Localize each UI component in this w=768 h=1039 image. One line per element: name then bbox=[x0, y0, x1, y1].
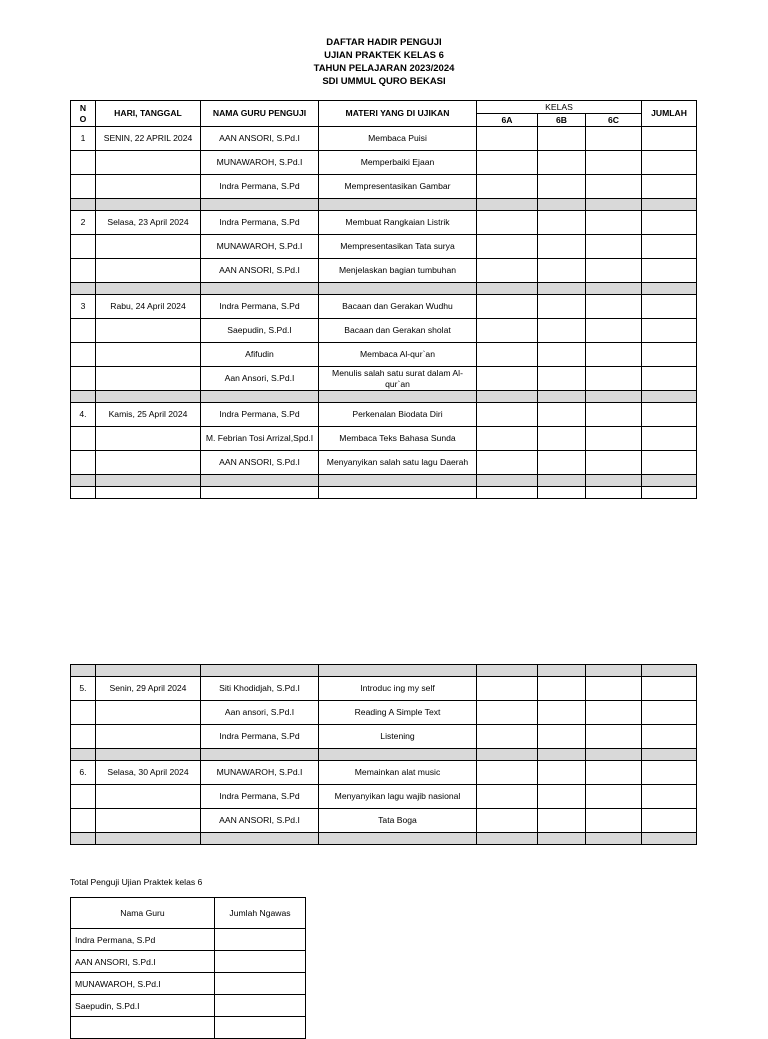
title-line: DAFTAR HADIR PENGUJI bbox=[326, 37, 442, 48]
row-day-date bbox=[96, 785, 201, 809]
table-row bbox=[71, 259, 697, 283]
empty-cell bbox=[642, 749, 697, 761]
row-teacher: M. Febrian Tosi Arrizal,Spd.I bbox=[201, 427, 319, 451]
table-row bbox=[71, 319, 697, 343]
class-6b-cell bbox=[538, 151, 586, 175]
table-row bbox=[71, 403, 697, 427]
row-day-date: Selasa, 30 April 2024 bbox=[96, 761, 201, 785]
total-cell bbox=[642, 151, 697, 175]
empty-cell bbox=[96, 283, 201, 295]
header-teacher: NAMA GURU PENGUJI bbox=[201, 101, 319, 127]
row-number bbox=[71, 319, 96, 343]
row-day-date bbox=[96, 451, 201, 475]
class-6a-cell bbox=[477, 151, 538, 175]
summary-row bbox=[71, 951, 306, 973]
empty-cell bbox=[201, 199, 319, 211]
empty-cell bbox=[319, 283, 477, 295]
empty-cell bbox=[319, 475, 477, 487]
class-6b-cell bbox=[538, 725, 586, 749]
class-6b-cell bbox=[538, 701, 586, 725]
row-subject: Introduc ing my self bbox=[319, 677, 477, 701]
class-6c-cell bbox=[586, 211, 642, 235]
class-6c-cell bbox=[586, 343, 642, 367]
separator-row bbox=[71, 283, 697, 295]
row-teacher: AAN ANSORI, S.Pd.I bbox=[201, 809, 319, 833]
empty-cell bbox=[642, 283, 697, 295]
empty-cell bbox=[477, 199, 538, 211]
empty-cell bbox=[71, 199, 96, 211]
class-6a-cell bbox=[477, 259, 538, 283]
empty-cell bbox=[642, 833, 697, 845]
empty-cell bbox=[71, 665, 96, 677]
row-teacher: Indra Permana, S.Pd bbox=[201, 295, 319, 319]
empty-cell bbox=[201, 665, 319, 677]
row-teacher: Indra Permana, S.Pd bbox=[201, 403, 319, 427]
summary-row bbox=[71, 1017, 306, 1039]
separator-row bbox=[71, 665, 697, 677]
class-6b-cell bbox=[538, 343, 586, 367]
row-teacher: MUNAWAROH, S.Pd.I bbox=[201, 761, 319, 785]
table-row bbox=[71, 785, 697, 809]
row-day-date: Selasa, 23 April 2024 bbox=[96, 211, 201, 235]
empty-cell bbox=[71, 487, 96, 499]
row-number: 1 bbox=[71, 127, 96, 151]
row-number bbox=[71, 343, 96, 367]
schedule-table-page1 bbox=[70, 100, 697, 499]
title-line: UJIAN PRAKTEK KELAS 6 bbox=[324, 50, 444, 61]
row-subject: Listening bbox=[319, 725, 477, 749]
class-6a-cell bbox=[477, 677, 538, 701]
table-row bbox=[71, 451, 697, 475]
empty-cell bbox=[201, 475, 319, 487]
class-6a-cell bbox=[477, 127, 538, 151]
empty-cell bbox=[71, 833, 96, 845]
total-cell bbox=[642, 785, 697, 809]
total-cell bbox=[642, 451, 697, 475]
row-day-date bbox=[96, 367, 201, 391]
row-number bbox=[71, 809, 96, 833]
empty-cell bbox=[96, 199, 201, 211]
class-6a-cell bbox=[477, 343, 538, 367]
summary-count-cell bbox=[215, 929, 306, 951]
empty-cell bbox=[201, 391, 319, 403]
schedule-table-page2 bbox=[70, 664, 697, 845]
class-6c-cell bbox=[586, 235, 642, 259]
empty-cell bbox=[319, 391, 477, 403]
empty-cell bbox=[71, 749, 96, 761]
empty-cell bbox=[586, 665, 642, 677]
empty-cell bbox=[642, 199, 697, 211]
row-subject: Membaca Teks Bahasa Sunda bbox=[319, 427, 477, 451]
class-6a-cell bbox=[477, 211, 538, 235]
summary-header-name: Nama Guru bbox=[71, 898, 215, 929]
class-6c-cell bbox=[586, 451, 642, 475]
row-teacher: AAN ANSORI, S.Pd.I bbox=[201, 127, 319, 151]
empty-cell bbox=[477, 475, 538, 487]
blank-row bbox=[71, 487, 697, 499]
row-number bbox=[71, 151, 96, 175]
row-teacher: Indra Permana, S.Pd bbox=[201, 175, 319, 199]
class-6b-cell bbox=[538, 127, 586, 151]
row-number bbox=[71, 701, 96, 725]
class-6a-cell bbox=[477, 725, 538, 749]
row-subject: Menyanyikan salah satu lagu Daerah bbox=[319, 451, 477, 475]
table-row bbox=[71, 235, 697, 259]
row-subject: Memainkan alat music bbox=[319, 761, 477, 785]
class-6c-cell bbox=[586, 367, 642, 391]
empty-cell bbox=[477, 749, 538, 761]
total-cell bbox=[642, 211, 697, 235]
header-subject: MATERI YANG DI UJIKAN bbox=[319, 101, 477, 127]
summary-header-count: Jumlah Ngawas bbox=[215, 898, 306, 929]
class-6b-cell bbox=[538, 785, 586, 809]
total-cell bbox=[642, 175, 697, 199]
summary-teacher-name: Saepudin, S.Pd.I bbox=[71, 995, 215, 1017]
summary-row bbox=[71, 973, 306, 995]
row-subject: Bacaan dan Gerakan sholat bbox=[319, 319, 477, 343]
class-6a-cell bbox=[477, 295, 538, 319]
class-6c-cell bbox=[586, 701, 642, 725]
class-6b-cell bbox=[538, 761, 586, 785]
empty-cell bbox=[477, 665, 538, 677]
separator-row bbox=[71, 475, 697, 487]
table-row bbox=[71, 343, 697, 367]
table-row bbox=[71, 677, 697, 701]
summary-count-cell bbox=[215, 1017, 306, 1039]
row-number bbox=[71, 785, 96, 809]
class-6c-cell bbox=[586, 677, 642, 701]
empty-cell bbox=[642, 665, 697, 677]
summary-teacher-name bbox=[71, 1017, 215, 1039]
row-number bbox=[71, 725, 96, 749]
empty-cell bbox=[538, 199, 586, 211]
empty-cell bbox=[642, 487, 697, 499]
total-cell bbox=[642, 677, 697, 701]
empty-cell bbox=[96, 391, 201, 403]
header-class: KELAS bbox=[477, 101, 642, 114]
empty-cell bbox=[538, 833, 586, 845]
row-teacher: Indra Permana, S.Pd bbox=[201, 725, 319, 749]
header-class-6a: 6A bbox=[477, 114, 538, 127]
empty-cell bbox=[201, 283, 319, 295]
summary-teacher-name: AAN ANSORI, S.Pd.I bbox=[71, 951, 215, 973]
row-day-date bbox=[96, 319, 201, 343]
empty-cell bbox=[319, 199, 477, 211]
row-day-date bbox=[96, 235, 201, 259]
table-row bbox=[71, 151, 697, 175]
empty-cell bbox=[477, 833, 538, 845]
class-6c-cell bbox=[586, 761, 642, 785]
total-cell bbox=[642, 259, 697, 283]
separator-row bbox=[71, 391, 697, 403]
summary-count-cell bbox=[215, 995, 306, 1017]
empty-cell bbox=[319, 665, 477, 677]
table-row bbox=[71, 211, 697, 235]
table-row bbox=[71, 427, 697, 451]
row-teacher: MUNAWAROH, S.Pd.I bbox=[201, 235, 319, 259]
row-day-date bbox=[96, 809, 201, 833]
empty-cell bbox=[319, 487, 477, 499]
empty-cell bbox=[538, 665, 586, 677]
table-row bbox=[71, 725, 697, 749]
class-6a-cell bbox=[477, 451, 538, 475]
summary-table bbox=[70, 897, 306, 1039]
row-teacher: Afifudin bbox=[201, 343, 319, 367]
separator-row bbox=[71, 749, 697, 761]
table-row bbox=[71, 761, 697, 785]
class-6c-cell bbox=[586, 259, 642, 283]
empty-cell bbox=[538, 283, 586, 295]
summary-teacher-name: MUNAWAROH, S.Pd.I bbox=[71, 973, 215, 995]
table-row bbox=[71, 701, 697, 725]
row-teacher: Aan ansori, S.Pd.I bbox=[201, 701, 319, 725]
row-day-date bbox=[96, 427, 201, 451]
row-number: 3 bbox=[71, 295, 96, 319]
row-number bbox=[71, 451, 96, 475]
empty-cell bbox=[201, 487, 319, 499]
document-title bbox=[0, 36, 768, 88]
row-teacher: MUNAWAROH, S.Pd.I bbox=[201, 151, 319, 175]
empty-cell bbox=[96, 833, 201, 845]
total-cell bbox=[642, 701, 697, 725]
empty-cell bbox=[71, 391, 96, 403]
row-subject: Reading A Simple Text bbox=[319, 701, 477, 725]
class-6a-cell bbox=[477, 367, 538, 391]
empty-cell bbox=[538, 391, 586, 403]
class-6c-cell bbox=[586, 151, 642, 175]
empty-cell bbox=[586, 475, 642, 487]
class-6a-cell bbox=[477, 809, 538, 833]
empty-cell bbox=[477, 283, 538, 295]
total-cell bbox=[642, 761, 697, 785]
row-number bbox=[71, 259, 96, 283]
empty-cell bbox=[642, 475, 697, 487]
row-subject: Bacaan dan Gerakan Wudhu bbox=[319, 295, 477, 319]
total-cell bbox=[642, 367, 697, 391]
row-day-date bbox=[96, 259, 201, 283]
row-subject: Membaca Puisi bbox=[319, 127, 477, 151]
row-number bbox=[71, 175, 96, 199]
table-row bbox=[71, 367, 697, 391]
summary-row bbox=[71, 929, 306, 951]
class-6b-cell bbox=[538, 809, 586, 833]
class-6a-cell bbox=[477, 319, 538, 343]
class-6c-cell bbox=[586, 809, 642, 833]
row-teacher: Siti Khodidjah, S.Pd.I bbox=[201, 677, 319, 701]
separator-row bbox=[71, 833, 697, 845]
summary-row bbox=[71, 995, 306, 1017]
empty-cell bbox=[642, 391, 697, 403]
row-teacher: AAN ANSORI, S.Pd.I bbox=[201, 451, 319, 475]
total-cell bbox=[642, 427, 697, 451]
title-line: SDI UMMUL QURO BEKASI bbox=[322, 76, 446, 87]
empty-cell bbox=[477, 391, 538, 403]
total-cell bbox=[642, 403, 697, 427]
row-subject: Menjelaskan bagian tumbuhan bbox=[319, 259, 477, 283]
class-6a-cell bbox=[477, 761, 538, 785]
row-number bbox=[71, 427, 96, 451]
total-cell bbox=[642, 319, 697, 343]
class-6c-cell bbox=[586, 427, 642, 451]
row-number: 2 bbox=[71, 211, 96, 235]
total-cell bbox=[642, 343, 697, 367]
total-cell bbox=[642, 809, 697, 833]
row-day-date: Senin, 29 April 2024 bbox=[96, 677, 201, 701]
empty-cell bbox=[538, 487, 586, 499]
class-6c-cell bbox=[586, 295, 642, 319]
row-day-date bbox=[96, 151, 201, 175]
class-6b-cell bbox=[538, 175, 586, 199]
row-subject: Membaca Al-qur`an bbox=[319, 343, 477, 367]
row-day-date bbox=[96, 343, 201, 367]
total-cell bbox=[642, 127, 697, 151]
summary-teacher-name: Indra Permana, S.Pd bbox=[71, 929, 215, 951]
header-class-6b: 6B bbox=[538, 114, 586, 127]
table-row bbox=[71, 175, 697, 199]
row-subject: Membuat Rangkaian Listrik bbox=[319, 211, 477, 235]
row-day-date bbox=[96, 725, 201, 749]
empty-cell bbox=[96, 475, 201, 487]
empty-cell bbox=[71, 283, 96, 295]
empty-cell bbox=[538, 749, 586, 761]
header-class-6c: 6C bbox=[586, 114, 642, 127]
class-6c-cell bbox=[586, 725, 642, 749]
table-row bbox=[71, 295, 697, 319]
empty-cell bbox=[201, 749, 319, 761]
row-teacher: Aan Ansori, S.Pd.I bbox=[201, 367, 319, 391]
total-cell bbox=[642, 295, 697, 319]
empty-cell bbox=[319, 749, 477, 761]
row-number: 5. bbox=[71, 677, 96, 701]
table-row bbox=[71, 809, 697, 833]
class-6c-cell bbox=[586, 403, 642, 427]
title-line: TAHUN PELAJARAN 2023/2024 bbox=[313, 63, 455, 74]
row-teacher: AAN ANSORI, S.Pd.I bbox=[201, 259, 319, 283]
row-number bbox=[71, 235, 96, 259]
empty-cell bbox=[586, 283, 642, 295]
class-6c-cell bbox=[586, 127, 642, 151]
separator-row bbox=[71, 199, 697, 211]
header-no: NO bbox=[71, 101, 96, 127]
empty-cell bbox=[96, 749, 201, 761]
row-teacher: Indra Permana, S.Pd bbox=[201, 211, 319, 235]
row-number bbox=[71, 367, 96, 391]
row-subject: Perkenalan Biodata Diri bbox=[319, 403, 477, 427]
class-6b-cell bbox=[538, 211, 586, 235]
summary-caption: Total Penguji Ujian Praktek kelas 6 bbox=[70, 877, 203, 887]
total-cell bbox=[642, 235, 697, 259]
empty-cell bbox=[586, 391, 642, 403]
class-6b-cell bbox=[538, 451, 586, 475]
row-day-date bbox=[96, 175, 201, 199]
row-number: 6. bbox=[71, 761, 96, 785]
class-6c-cell bbox=[586, 785, 642, 809]
class-6a-cell bbox=[477, 427, 538, 451]
row-number: 4. bbox=[71, 403, 96, 427]
class-6b-cell bbox=[538, 427, 586, 451]
summary-count-cell bbox=[215, 973, 306, 995]
class-6a-cell bbox=[477, 701, 538, 725]
empty-cell bbox=[586, 487, 642, 499]
empty-cell bbox=[201, 833, 319, 845]
empty-cell bbox=[477, 487, 538, 499]
row-day-date: Kamis, 25 April 2024 bbox=[96, 403, 201, 427]
header-total: JUMLAH bbox=[642, 101, 697, 127]
total-cell bbox=[642, 725, 697, 749]
empty-cell bbox=[586, 749, 642, 761]
class-6b-cell bbox=[538, 677, 586, 701]
empty-cell bbox=[319, 833, 477, 845]
empty-cell bbox=[96, 665, 201, 677]
class-6c-cell bbox=[586, 319, 642, 343]
class-6b-cell bbox=[538, 235, 586, 259]
table-row bbox=[71, 127, 697, 151]
row-teacher: Saepudin, S.Pd.I bbox=[201, 319, 319, 343]
class-6a-cell bbox=[477, 235, 538, 259]
row-subject: Mempresentasikan Tata surya bbox=[319, 235, 477, 259]
row-subject: Memperbaiki Ejaan bbox=[319, 151, 477, 175]
row-subject: Menyanyikan lagu wajib nasional bbox=[319, 785, 477, 809]
empty-cell bbox=[586, 199, 642, 211]
header-day-date: HARI, TANGGAL bbox=[96, 101, 201, 127]
row-subject: Tata Boga bbox=[319, 809, 477, 833]
empty-cell bbox=[71, 475, 96, 487]
class-6c-cell bbox=[586, 175, 642, 199]
row-day-date bbox=[96, 701, 201, 725]
class-6b-cell bbox=[538, 259, 586, 283]
row-day-date: SENIN, 22 APRIL 2024 bbox=[96, 127, 201, 151]
row-subject: Mempresentasikan Gambar bbox=[319, 175, 477, 199]
class-6b-cell bbox=[538, 367, 586, 391]
class-6a-cell bbox=[477, 785, 538, 809]
empty-cell bbox=[586, 833, 642, 845]
class-6b-cell bbox=[538, 319, 586, 343]
row-teacher: Indra Permana, S.Pd bbox=[201, 785, 319, 809]
empty-cell bbox=[538, 475, 586, 487]
class-6a-cell bbox=[477, 175, 538, 199]
row-subject: Menulis salah satu surat dalam Al-qur`an bbox=[319, 367, 477, 391]
summary-count-cell bbox=[215, 951, 306, 973]
class-6b-cell bbox=[538, 403, 586, 427]
row-day-date: Rabu, 24 April 2024 bbox=[96, 295, 201, 319]
class-6b-cell bbox=[538, 295, 586, 319]
class-6a-cell bbox=[477, 403, 538, 427]
empty-cell bbox=[96, 487, 201, 499]
